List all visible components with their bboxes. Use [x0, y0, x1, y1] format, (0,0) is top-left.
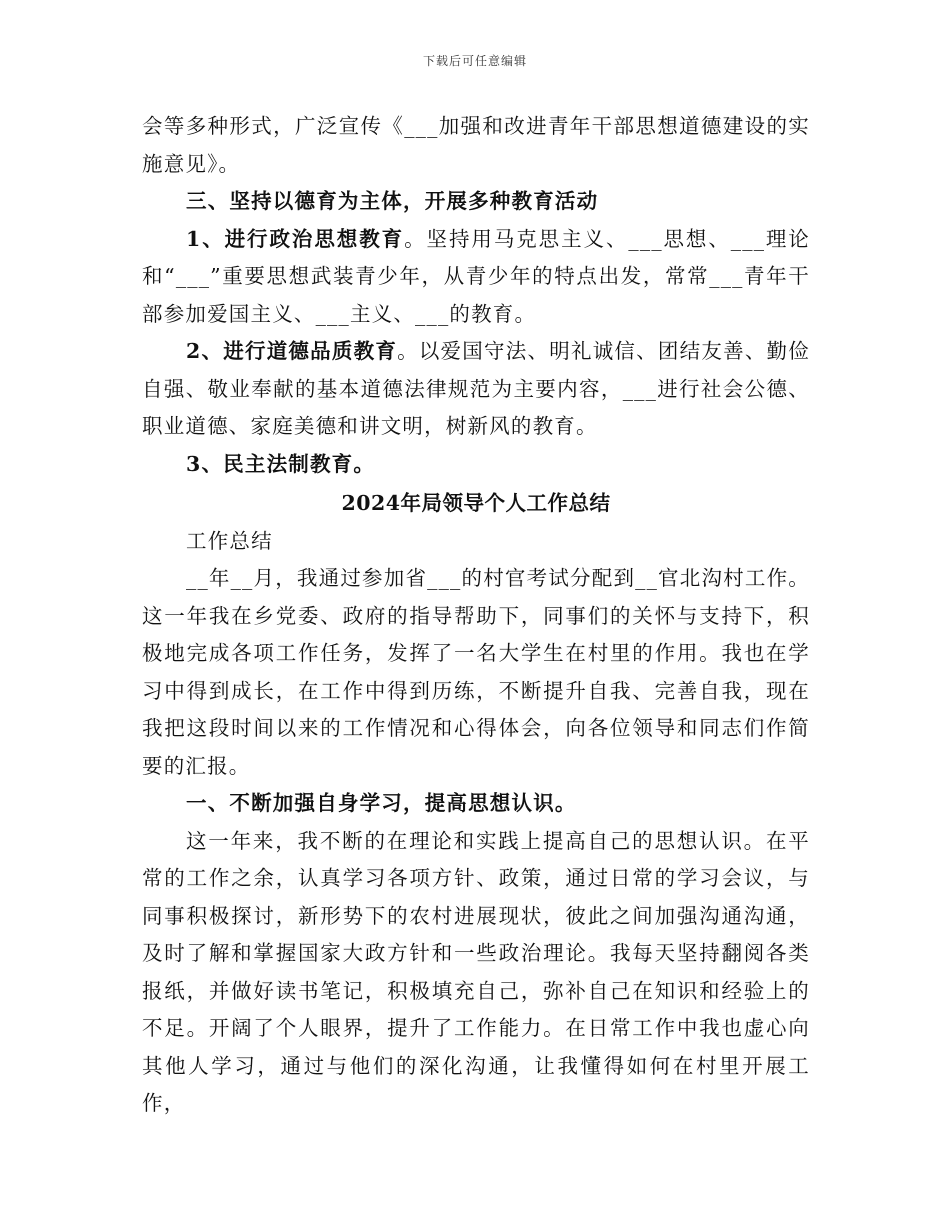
- section-heading-3: 三、坚持以德育为主体，开展多种教育活动: [186, 189, 599, 213]
- list-item-text: 。坚持用马克思主义、___思想、___理论和“___”重要思想武装青少年，从青少年的特点出发，常常___青年干部参加爱国主义、___主义、___的教育。: [142, 226, 811, 326]
- list-item-lead: 2、进行道德品质教育: [186, 339, 398, 363]
- document-title: 2024年局领导个人工作总结: [341, 491, 611, 515]
- paragraph-continuation: 会等多种形式，广泛宣传《___加强和改进青年干部思想道德建设的实施意见》。: [142, 114, 810, 176]
- list-item-political-education: [142, 221, 810, 334]
- document-subtitle: 工作总结: [186, 528, 273, 553]
- page-header: 下载后可任意编辑: [422, 54, 527, 68]
- list-item-text: 。以爱国守法、明礼诚信、团结友善、勤俭自强、敬业奉献的基本道德法律规范为主要内容，___进行社会公德、职业道德、家庭美德和讲文明，树新风的教育。: [142, 339, 810, 438]
- list-item-moral-education: [142, 333, 810, 446]
- paragraph-study: 这一年来，我不断的在理论和实践上提高自己的思想认识。在平常的工作之余，认真学习各项方针、政策，通过日常的学习会议，与同事积极探讨，新形势下的农村进展现状，彼此之间加强沟通沟通，及时了解和掌握国家大政方针和一些政治理论。我每天坚持翻阅各类报纸，并做好读书笔记，积极填充自己，弥补自己在知识和经验上的不足。开阔了个人眼界，提升了工作能力。在日常工作中我也虚心向其他人学习，通过与他们的深化沟通，让我懂得如何在村里开展工作，: [142, 828, 810, 1115]
- document-body: [142, 108, 810, 1123]
- list-item-lead: 1、进行政治思想教育: [186, 226, 405, 251]
- section-heading-1: 一、不断加强自身学习，提高思想认识。: [186, 791, 577, 815]
- paragraph-intro: __年__月，我通过参加省___的村官考试分配到__官北沟村工作。这一年我在乡党委、政府的指导帮助下，同事们的关怀与支持下，积极地完成各项工作任务，发挥了一名大学生在村里的作用。我也在学习中得到成长，在工作中得到历练，不断提升自我、完善自我，现在我把这段时间以来的工作情况和心得体会，向各位领导和同志们作简要的汇报。: [142, 566, 810, 778]
- list-item-legal-education: 3、民主法制教育。: [186, 451, 376, 476]
